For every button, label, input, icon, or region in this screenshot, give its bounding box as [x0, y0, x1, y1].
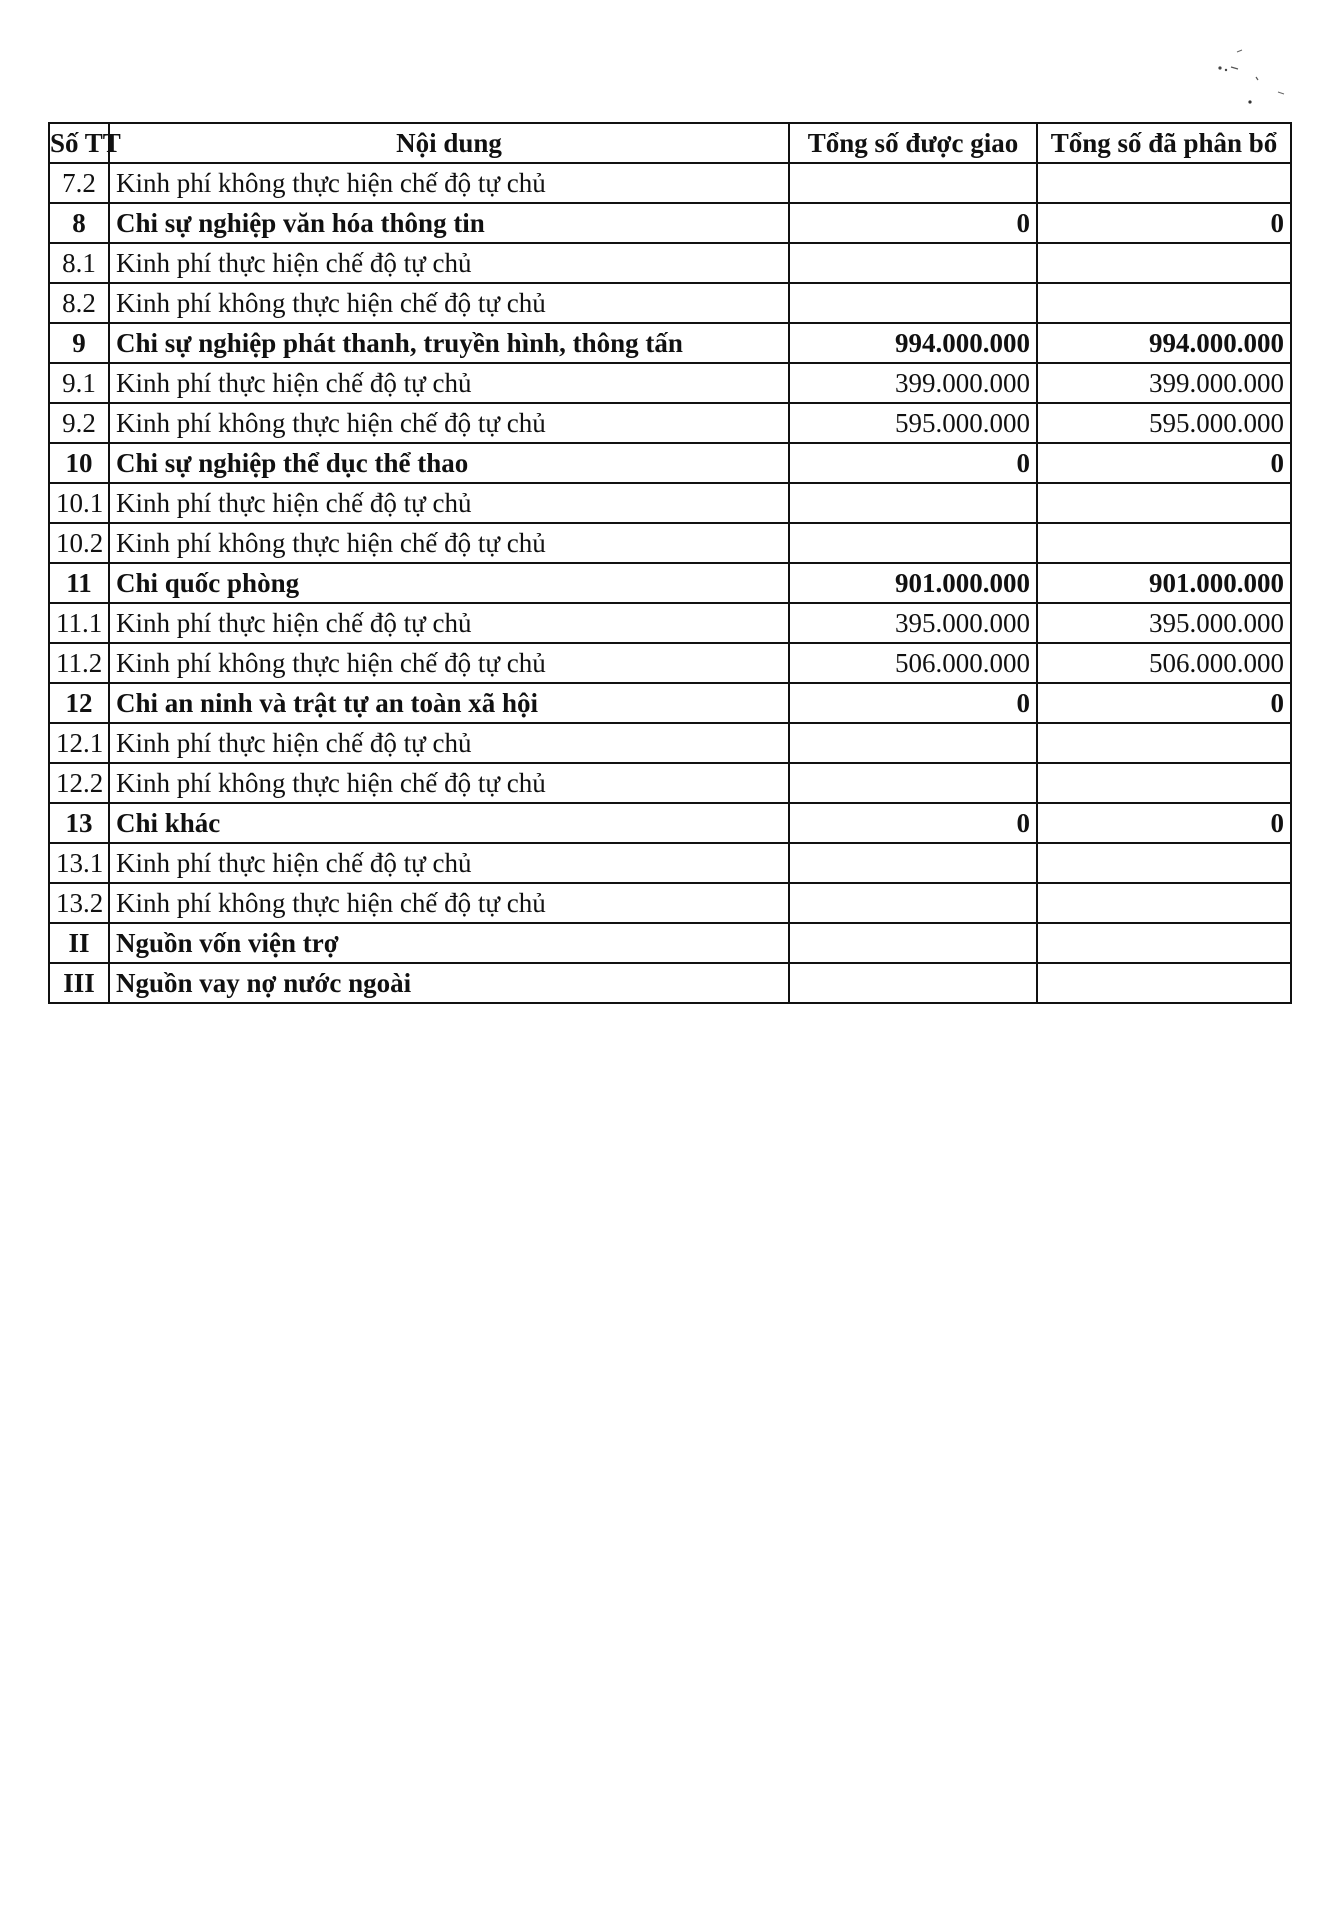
- row-allocated: 506.000.000: [1037, 643, 1291, 683]
- row-stt: 9.1: [49, 363, 109, 403]
- row-content: Kinh phí không thực hiện chế độ tự chủ: [109, 283, 789, 323]
- row-assigned: [789, 243, 1037, 283]
- row-stt: 13: [49, 803, 109, 843]
- row-allocated: 0: [1037, 203, 1291, 243]
- row-stt: 12.1: [49, 723, 109, 763]
- row-assigned: 901.000.000: [789, 563, 1037, 603]
- table-row: [49, 203, 1291, 243]
- row-allocated: [1037, 883, 1291, 923]
- row-assigned: [789, 883, 1037, 923]
- row-stt: 13.1: [49, 843, 109, 883]
- row-stt: 11: [49, 563, 109, 603]
- row-assigned: [789, 963, 1037, 1003]
- row-allocated: [1037, 923, 1291, 963]
- row-content: Chi an ninh và trật tự an toàn xã hội: [109, 683, 789, 723]
- row-content: Kinh phí thực hiện chế độ tự chủ: [109, 843, 789, 883]
- row-assigned: 395.000.000: [789, 603, 1037, 643]
- row-content: Kinh phí không thực hiện chế độ tự chủ: [109, 523, 789, 563]
- row-content: Nguồn vốn viện trợ: [109, 923, 789, 963]
- row-stt: 10.2: [49, 523, 109, 563]
- row-content: Kinh phí thực hiện chế độ tự chủ: [109, 243, 789, 283]
- row-assigned: [789, 763, 1037, 803]
- row-stt: II: [49, 923, 109, 963]
- row-content: Nguồn vay nợ nước ngoài: [109, 963, 789, 1003]
- header-content: Nội dung: [109, 123, 789, 163]
- row-assigned: 0: [789, 203, 1037, 243]
- header-stt: Số TT: [49, 123, 109, 163]
- row-assigned: [789, 923, 1037, 963]
- table-row: [49, 803, 1291, 843]
- row-stt: 10: [49, 443, 109, 483]
- table-row: [49, 523, 1291, 563]
- row-allocated: 0: [1037, 683, 1291, 723]
- row-assigned: 595.000.000: [789, 403, 1037, 443]
- row-content: Kinh phí thực hiện chế độ tự chủ: [109, 723, 789, 763]
- scan-specks: [1200, 40, 1300, 110]
- row-stt: 13.2: [49, 883, 109, 923]
- row-content: Kinh phí không thực hiện chế độ tự chủ: [109, 643, 789, 683]
- table-header-row: [49, 123, 1291, 163]
- budget-table: [48, 122, 1292, 1004]
- row-assigned: [789, 283, 1037, 323]
- row-assigned: 399.000.000: [789, 363, 1037, 403]
- row-content: Kinh phí không thực hiện chế độ tự chủ: [109, 883, 789, 923]
- row-allocated: 0: [1037, 803, 1291, 843]
- row-assigned: [789, 163, 1037, 203]
- row-allocated: [1037, 163, 1291, 203]
- row-allocated: [1037, 963, 1291, 1003]
- row-content: Kinh phí thực hiện chế độ tự chủ: [109, 483, 789, 523]
- row-allocated: [1037, 523, 1291, 563]
- table-row: [49, 843, 1291, 883]
- row-content: Chi quốc phòng: [109, 563, 789, 603]
- row-allocated: [1037, 243, 1291, 283]
- row-content: Kinh phí không thực hiện chế độ tự chủ: [109, 163, 789, 203]
- row-stt: 12.2: [49, 763, 109, 803]
- row-content: Kinh phí thực hiện chế độ tự chủ: [109, 603, 789, 643]
- row-content: Chi sự nghiệp phát thanh, truyền hình, thông tấn: [109, 323, 789, 363]
- row-stt: 11.1: [49, 603, 109, 643]
- table-row: [49, 683, 1291, 723]
- table-row: [49, 643, 1291, 683]
- row-assigned: 0: [789, 683, 1037, 723]
- header-assigned: Tổng số được giao: [789, 123, 1037, 163]
- row-allocated: 901.000.000: [1037, 563, 1291, 603]
- row-stt: 8.2: [49, 283, 109, 323]
- row-stt: 9: [49, 323, 109, 363]
- table-row: [49, 603, 1291, 643]
- row-allocated: [1037, 763, 1291, 803]
- table-row: [49, 443, 1291, 483]
- row-assigned: [789, 723, 1037, 763]
- row-assigned: 506.000.000: [789, 643, 1037, 683]
- row-allocated: 994.000.000: [1037, 323, 1291, 363]
- row-assigned: [789, 483, 1037, 523]
- table-row: [49, 363, 1291, 403]
- row-assigned: 0: [789, 443, 1037, 483]
- row-assigned: 994.000.000: [789, 323, 1037, 363]
- row-content: Kinh phí không thực hiện chế độ tự chủ: [109, 403, 789, 443]
- row-content: Chi khác: [109, 803, 789, 843]
- table-row: [49, 723, 1291, 763]
- table-row: [49, 563, 1291, 603]
- row-allocated: [1037, 723, 1291, 763]
- row-assigned: [789, 523, 1037, 563]
- table-row: [49, 483, 1291, 523]
- row-stt: 8.1: [49, 243, 109, 283]
- row-allocated: [1037, 843, 1291, 883]
- row-allocated: 399.000.000: [1037, 363, 1291, 403]
- table-row: [49, 403, 1291, 443]
- table-row: [49, 323, 1291, 363]
- header-allocated: Tổng số đã phân bổ: [1037, 123, 1291, 163]
- table-row: [49, 923, 1291, 963]
- row-stt: 10.1: [49, 483, 109, 523]
- table-row: [49, 763, 1291, 803]
- row-assigned: 0: [789, 803, 1037, 843]
- table-row: [49, 163, 1291, 203]
- row-content: Chi sự nghiệp văn hóa thông tin: [109, 203, 789, 243]
- row-content: Kinh phí không thực hiện chế độ tự chủ: [109, 763, 789, 803]
- table-row: [49, 883, 1291, 923]
- row-stt: 7.2: [49, 163, 109, 203]
- row-allocated: 0: [1037, 443, 1291, 483]
- row-stt: 12: [49, 683, 109, 723]
- table-row: [49, 963, 1291, 1003]
- row-assigned: [789, 843, 1037, 883]
- row-stt: 11.2: [49, 643, 109, 683]
- table-row: [49, 283, 1291, 323]
- row-content: Kinh phí thực hiện chế độ tự chủ: [109, 363, 789, 403]
- row-allocated: 595.000.000: [1037, 403, 1291, 443]
- row-allocated: [1037, 283, 1291, 323]
- row-allocated: 395.000.000: [1037, 603, 1291, 643]
- row-allocated: [1037, 483, 1291, 523]
- row-content: Chi sự nghiệp thể dục thể thao: [109, 443, 789, 483]
- row-stt: 8: [49, 203, 109, 243]
- row-stt: III: [49, 963, 109, 1003]
- row-stt: 9.2: [49, 403, 109, 443]
- table-row: [49, 243, 1291, 283]
